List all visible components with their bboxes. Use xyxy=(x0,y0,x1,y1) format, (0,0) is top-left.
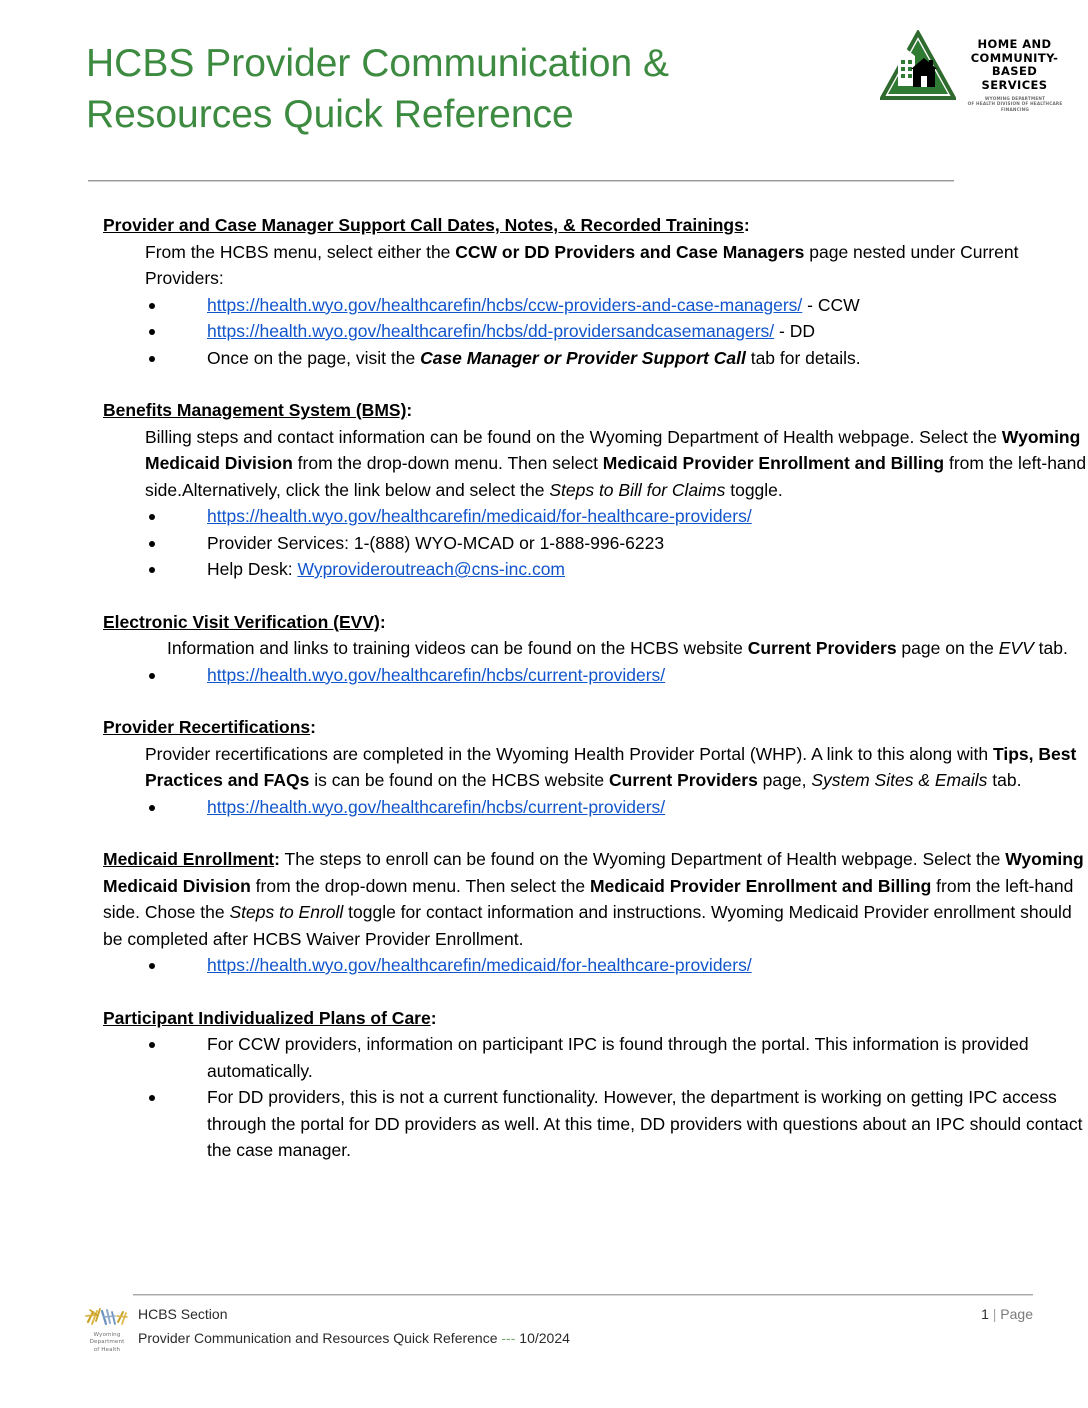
page-number-label: Page xyxy=(1000,1306,1033,1322)
section-bullet-list xyxy=(0,503,1088,583)
footer-document-name xyxy=(138,1328,570,1348)
paragraph-part3: from the left-hand side.Alternatively, click the link below and select the xyxy=(145,453,1087,500)
list-item xyxy=(0,662,1088,689)
paragraph-part1: Provider recertifications are completed in the Wyoming Health Provider Portal (WHP). A link to this along with xyxy=(145,743,993,764)
list-item xyxy=(0,318,1088,345)
section-spacer xyxy=(0,583,1088,609)
section-heading-text: Participant Individualized Plans of Care xyxy=(103,1007,431,1028)
page-number-value: 1 xyxy=(981,1306,989,1322)
section-heading xyxy=(0,397,1088,424)
paragraph-italic1: Steps to Enroll xyxy=(229,902,344,922)
hcbs-logo-line1: HOME AND xyxy=(977,37,1052,51)
paragraph-part4: toggle for contact information and instructions. Wyoming Medicaid Provider enrollment should be completed after HCBS Waiver Provider Enrollment. xyxy=(103,902,1072,949)
list-item-suffix: tab for details. xyxy=(745,347,861,368)
paragraph-part4: toggle. xyxy=(725,479,783,500)
link-ccw-providers[interactable]: https://health.wyo.gov/healthcarefin/hcbs/ccw-providers-and-case-managers/ xyxy=(207,294,803,315)
provider-services-text: Provider Services: 1-(888) WYO-MCAD or 1-888-996-6223 xyxy=(207,532,665,553)
section-benefits-management-system xyxy=(0,397,1088,583)
paragraph-part1: The steps to enroll can be found on the Wyoming Department of Health webpage. Select the xyxy=(279,849,1006,869)
section-heading xyxy=(0,609,1088,636)
list-item-text: For DD providers, this is not a current functionality. However, the department is working on getting IPC access through the portal for DD providers as well. At this time, DD providers with questions about an IPC should contact the case manager. xyxy=(207,1087,1083,1160)
paragraph-italic1: System Sites & Emails xyxy=(811,770,988,790)
paragraph-part3: from the left-hand side. Chose the xyxy=(103,875,1074,922)
wyoming-doh-logo xyxy=(78,1302,136,1364)
section-heading-text: Provider and Case Manager Support Call Dates, Notes, & Recorded Trainings xyxy=(103,215,744,235)
list-item xyxy=(0,952,1088,979)
hcbs-logo-line2: COMMUNITY- xyxy=(970,50,1059,65)
paragraph-bold1: Current Providers xyxy=(747,638,897,658)
paragraph-part2: page nested under Current Providers: xyxy=(145,241,1019,288)
paragraph-part4: tab. xyxy=(987,770,1022,790)
page-number-pipe: | xyxy=(992,1306,997,1322)
paragraph-part2: from the drop-down menu. Then select xyxy=(292,453,603,473)
paragraph-part1: Information and links to training videos can be found on the HCBS website xyxy=(167,638,748,658)
page-header xyxy=(0,0,1088,190)
paragraph-part3: page, xyxy=(757,770,812,790)
section-heading-suffix: : xyxy=(430,1007,437,1028)
paragraph-bold2: Medicaid Provider Enrollment and Billing xyxy=(602,453,945,473)
header-divider xyxy=(88,180,954,182)
paragraph-part2: from the drop-down menu. Then select the xyxy=(250,875,590,896)
section-bullet-list xyxy=(0,292,1088,372)
list-item-emphasis: Case Manager or Provider Support Call xyxy=(420,347,746,368)
list-item-suffix: - CCW xyxy=(802,294,860,315)
list-item xyxy=(0,1084,1088,1164)
paragraph-bold2: Current Providers xyxy=(609,770,758,790)
paragraph-part2: page on the xyxy=(896,638,999,658)
section-heading-text: Benefits Management System (BMS) xyxy=(103,400,407,420)
list-item xyxy=(0,556,1088,583)
document-body xyxy=(0,212,1088,1164)
wyoming-doh-name-line3: of Health xyxy=(93,1346,121,1353)
footer-divider xyxy=(133,1294,1033,1296)
footer-document-date: 10/2024 xyxy=(515,1330,570,1346)
section-spacer xyxy=(0,371,1088,397)
hcbs-header-logo xyxy=(880,28,1065,116)
paragraph-bold1: Wyoming Medicaid Division xyxy=(103,849,1084,896)
list-item xyxy=(0,1031,1088,1084)
section-heading xyxy=(0,212,1088,239)
wyoming-doh-logo-text xyxy=(78,1332,136,1354)
footer-separator: --- xyxy=(501,1330,516,1346)
section-paragraph xyxy=(0,846,1088,952)
list-item xyxy=(0,292,1088,319)
section-paragraph xyxy=(0,239,1088,292)
hcbs-logo-fine-print-line2: OF HEALTH DIVISION OF HEALTHCARE FINANCING xyxy=(967,101,1063,112)
list-item-suffix: - DD xyxy=(774,321,815,341)
paragraph-part3: tab. xyxy=(1033,638,1068,658)
paragraph-bold1: CCW or DD Providers and Case Managers xyxy=(455,241,805,262)
section-spacer xyxy=(0,688,1088,714)
list-item-prefix: Once on the page, visit the xyxy=(207,347,421,368)
wyoming-doh-name-line2: Department xyxy=(89,1339,125,1346)
section-heading-text: Medicaid Enrollment xyxy=(103,849,275,869)
paragraph-part1: From the HCBS menu, select either the xyxy=(145,241,456,262)
hcbs-triangle-house-icon xyxy=(880,30,956,102)
footer-document-title: Provider Communication and Resources Quick Reference xyxy=(138,1330,502,1346)
section-spacer xyxy=(0,979,1088,1005)
section-spacer xyxy=(0,820,1088,846)
section-paragraph xyxy=(0,635,1088,662)
hcbs-logo-text xyxy=(962,38,1067,92)
section-heading-text: Electronic Visit Verification (EVV) xyxy=(103,611,380,632)
section-heading-suffix: : xyxy=(379,611,386,632)
paragraph-part2: is can be found on the HCBS website xyxy=(309,770,610,790)
paragraph-bold2: Medicaid Provider Enrollment and Billing xyxy=(589,875,932,896)
hcbs-logo-line4: SERVICES xyxy=(981,77,1048,92)
list-item-text: For CCW providers, information on participant IPC is found through the portal. This information is provided automatically. xyxy=(207,1034,1029,1081)
list-item xyxy=(0,530,1088,557)
section-medicaid-enrollment xyxy=(0,846,1088,979)
hcbs-logo-fine-print xyxy=(960,96,1070,112)
paragraph-bold1: Wyoming Medicaid Division xyxy=(145,426,1081,473)
link-medicaid-for-healthcare-providers[interactable]: https://health.wyo.gov/healthcarefin/medicaid/for-healthcare-providers/ xyxy=(207,506,752,526)
section-heading-suffix: : xyxy=(310,717,316,737)
link-dd-providers[interactable]: https://health.wyo.gov/healthcarefin/hcbs/dd-providersandcasemanagers/ xyxy=(207,321,775,341)
list-item xyxy=(0,794,1088,821)
section-bullet-list xyxy=(0,662,1088,689)
section-electronic-visit-verification xyxy=(0,609,1088,689)
footer-section-name: HCBS Section xyxy=(138,1306,228,1322)
help-desk-label: Help Desk: xyxy=(207,559,298,579)
page-footer xyxy=(0,1288,1088,1398)
paragraph-italic1: EVV xyxy=(998,638,1034,658)
section-bullet-list xyxy=(0,952,1088,979)
section-heading xyxy=(0,1005,1088,1032)
section-heading-suffix: : xyxy=(743,215,750,235)
section-paragraph xyxy=(0,424,1088,504)
link-hcbs-current-providers[interactable]: https://health.wyo.gov/healthcarefin/hcbs/current-providers/ xyxy=(207,664,666,685)
paragraph-bold1: Tips, Best Practices and FAQs xyxy=(145,743,1077,790)
section-heading-text: Provider Recertifications xyxy=(103,717,311,737)
section-bullet-list xyxy=(0,1031,1088,1164)
wyoming-doh-name-line1: Wyoming xyxy=(93,1332,121,1338)
link-help-desk-email[interactable]: Wyprovideroutreach@cns-inc.com xyxy=(297,559,566,579)
hcbs-logo-fine-print-line1: WYOMING DEPARTMENT xyxy=(984,96,1046,101)
wyoming-doh-starburst-icon xyxy=(82,1302,132,1332)
section-provider-recertifications xyxy=(0,714,1088,820)
page-title-line2: Resources Quick Reference xyxy=(86,93,574,136)
page-title xyxy=(86,38,846,140)
section-heading-suffix: : xyxy=(406,400,413,420)
list-item xyxy=(0,503,1088,530)
page-title-line1: HCBS Provider Communication & xyxy=(86,42,670,85)
section-heading xyxy=(0,714,1088,741)
hcbs-logo-line3: BASED xyxy=(991,64,1038,78)
section-support-call-dates xyxy=(0,212,1088,371)
link-hcbs-current-providers[interactable]: https://health.wyo.gov/healthcarefin/hcbs/current-providers/ xyxy=(207,796,666,817)
section-participant-plans-of-care xyxy=(0,1005,1088,1164)
list-item xyxy=(0,345,1088,372)
paragraph-part1: Billing steps and contact information can be found on the Wyoming Department of Health webpage. Select the xyxy=(145,426,1002,447)
footer-page-number xyxy=(981,1304,1033,1324)
link-medicaid-for-healthcare-providers[interactable]: https://health.wyo.gov/healthcarefin/medicaid/for-healthcare-providers/ xyxy=(207,955,752,975)
section-heading-suffix: : xyxy=(274,849,280,869)
section-bullet-list xyxy=(0,794,1088,821)
paragraph-italic1: Steps to Bill for Claims xyxy=(549,479,726,500)
section-paragraph xyxy=(0,741,1088,794)
